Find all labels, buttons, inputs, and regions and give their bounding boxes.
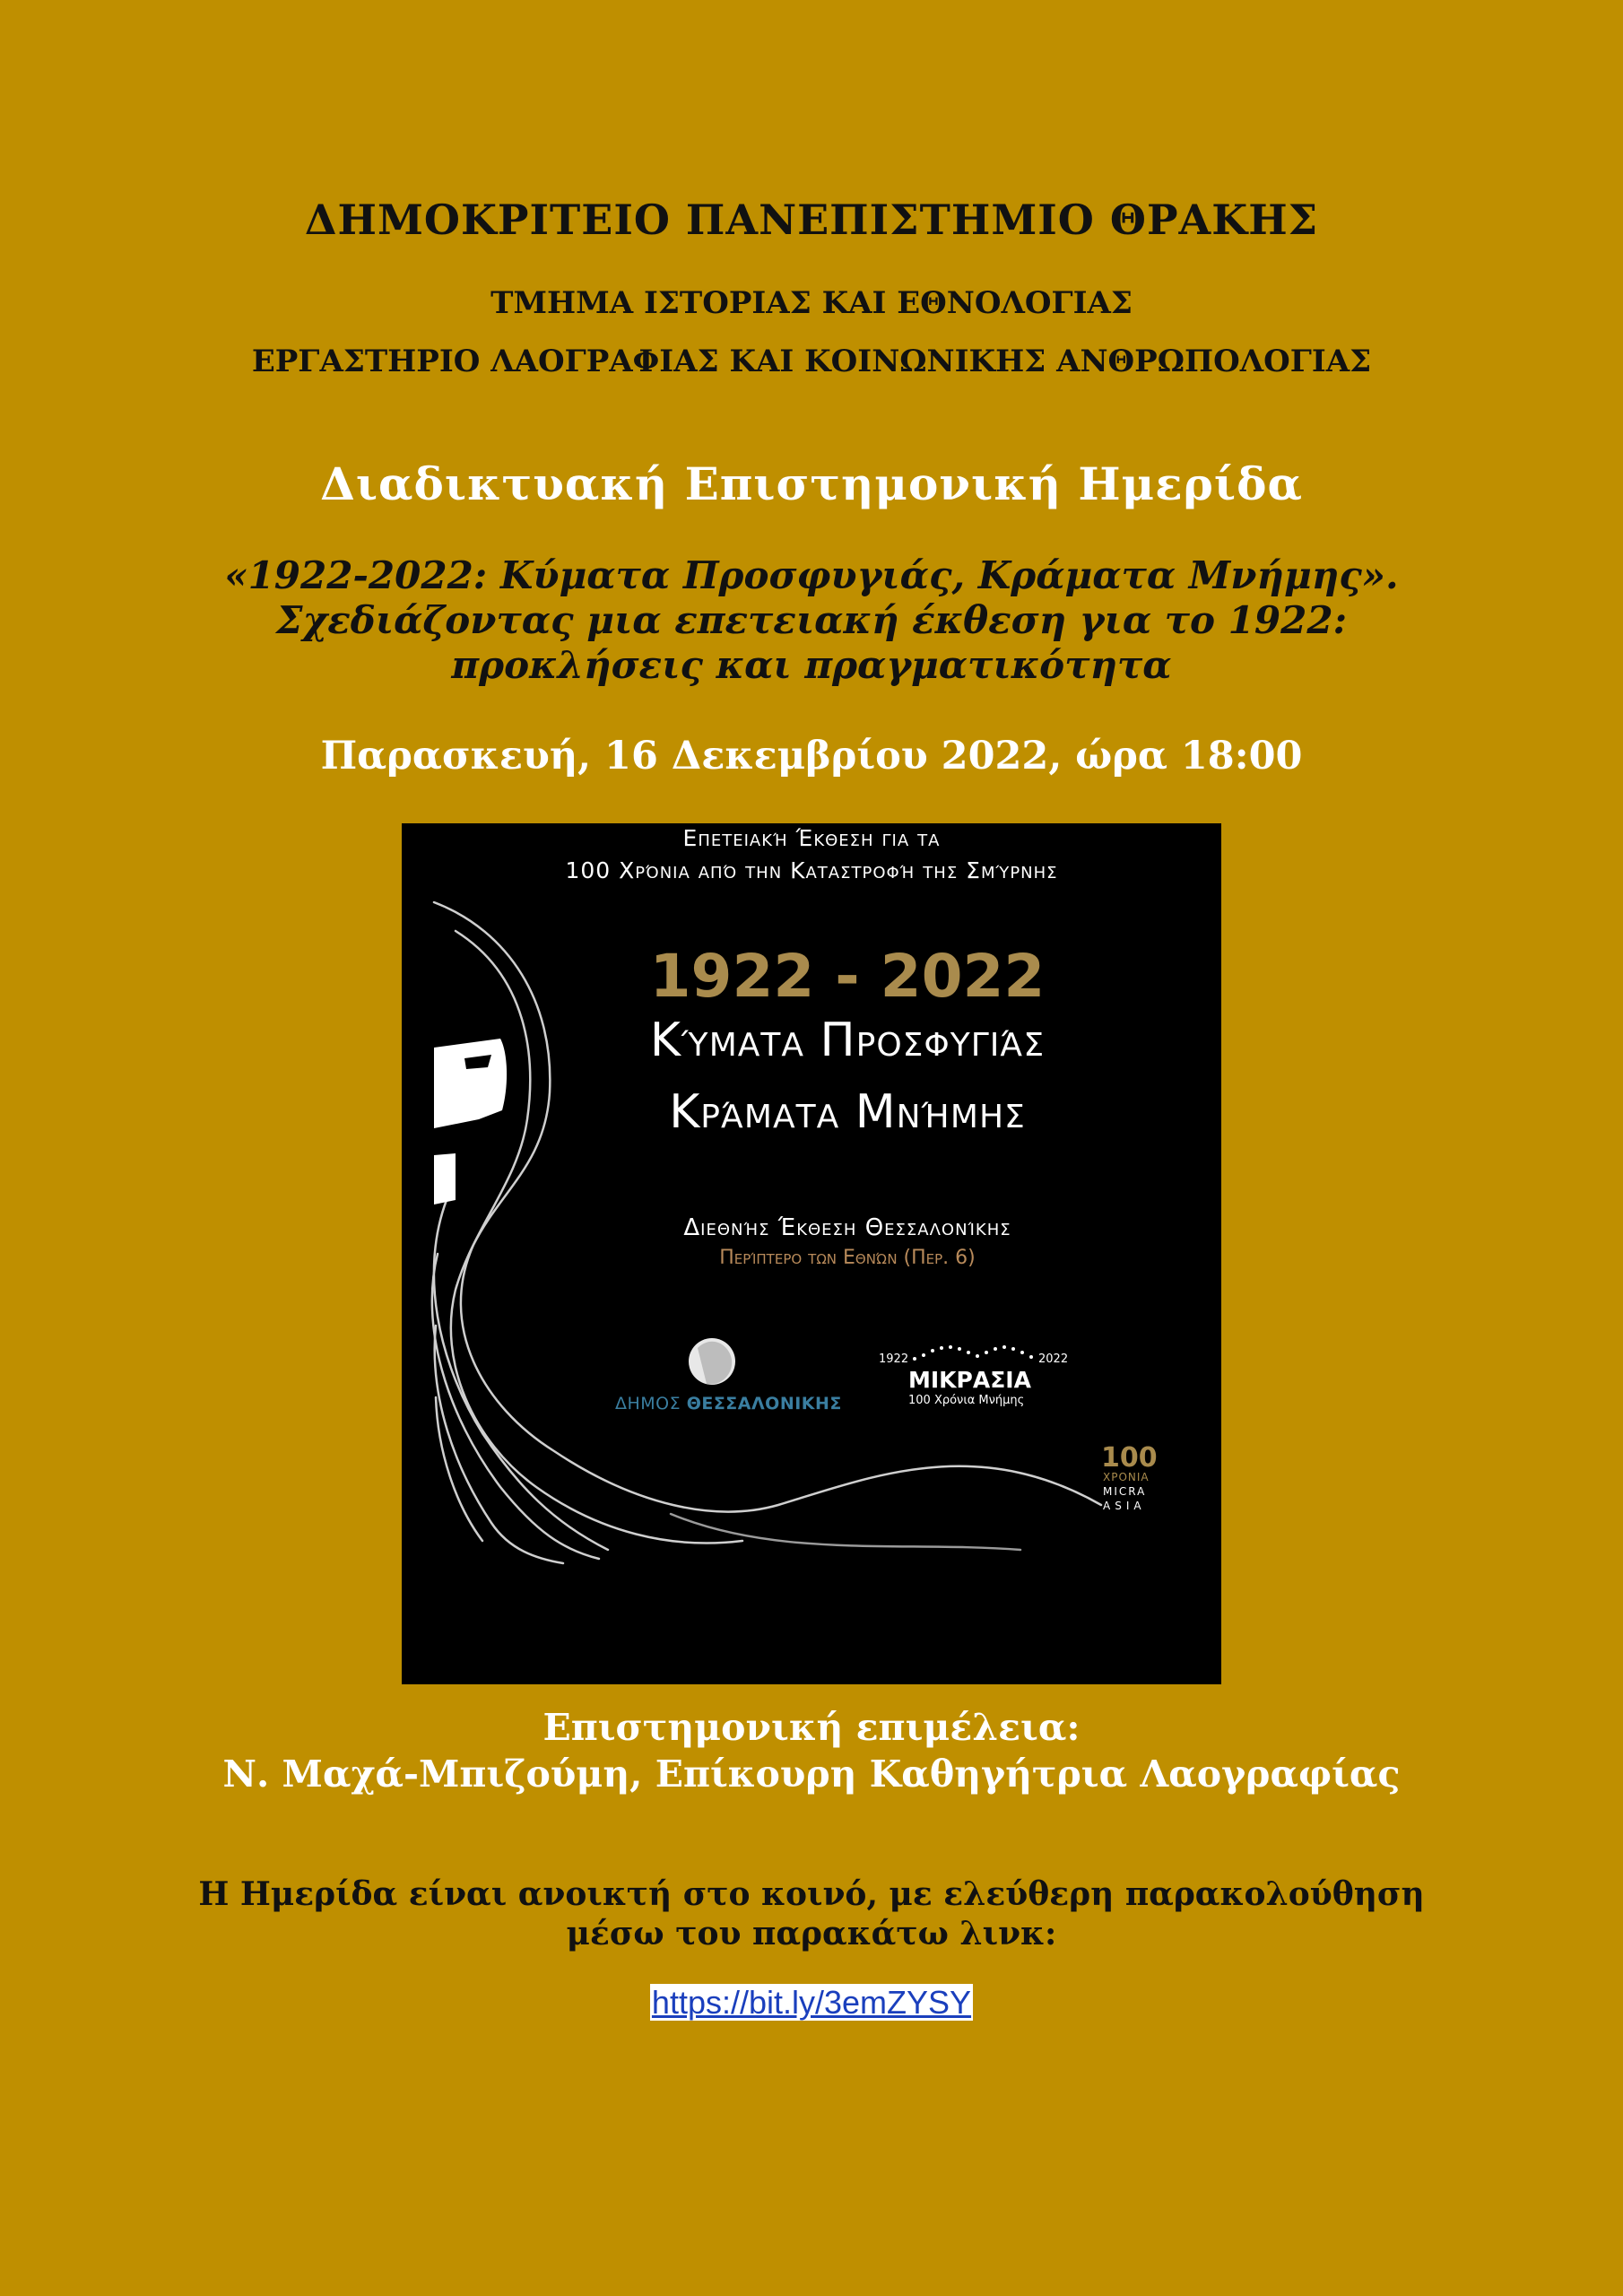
access-line2: μέσω του παρακάτω λινκ: xyxy=(566,1915,1057,1952)
curation xyxy=(0,1704,1623,1797)
exhibition-poster xyxy=(402,823,1221,1684)
poster-venue: Διεθνής Έκθεση Θεσσαλονίκης xyxy=(683,1214,1011,1241)
event-type: Διαδικτυακή Επιστημονική Ημερίδα xyxy=(320,457,1303,510)
poster-pavilion: Περίπτερο των Εθνών (Περ. 6) xyxy=(719,1247,976,1269)
event-link[interactable]: https://bit.ly/3emZYSY xyxy=(651,1984,972,2021)
poster-subtitle-line1: Επετειακή Έκθεση για τα xyxy=(682,825,941,851)
micra-asia-logo-micra: MICRA xyxy=(1103,1485,1147,1498)
mikrasia-year-start: 1922 xyxy=(879,1352,909,1366)
mikrasia-wave-icon xyxy=(913,1345,1033,1361)
lab-name: ΕΡΓΑΣΤΗΡΙΟ ΛΑΟΓΡΑΦΙΑΣ ΚΑΙ ΚΟΙΝΩΝΙΚΗΣ ΑΝΘΡΩΠΟΛΟΓΙΑΣ xyxy=(251,344,1372,379)
micra-asia-logo-asia: ASIA xyxy=(1103,1500,1146,1512)
poster-subtitle-line2: 100 Χρόνια από την Καταστροφή της Σμύρνης xyxy=(565,857,1058,883)
mikrasia-logo-subtitle: 100 Χρόνια Μνήμης xyxy=(908,1394,1025,1407)
dimos-logo-name: ΘΕΣΣΑΛΟΝΙΚΗΣ xyxy=(686,1394,842,1413)
link-wrapper xyxy=(0,1984,1623,2022)
poster-years: 1922 - 2022 xyxy=(649,942,1046,1011)
poster-heading-line2: Κράματα Μνήμης xyxy=(669,1085,1026,1139)
curation-person: Ν. Μαχά-Μπιζούμη, Επίκουρη Καθηγήτρια Λαογραφίας xyxy=(222,1752,1401,1796)
poster-curve xyxy=(432,1254,599,1559)
event-date: Παρασκευή, 16 Δεκεμβρίου 2022, ώρα 18:00 xyxy=(320,734,1303,778)
access-text xyxy=(0,1874,1623,1953)
poster-curve xyxy=(671,1514,1020,1550)
poster-heading-line1: Κύματα Προσφυγιάς xyxy=(649,1013,1046,1067)
event-title xyxy=(0,553,1623,688)
mikrasia-year-end: 2022 xyxy=(1038,1352,1069,1366)
university-name: ΔΗΜΟΚΡΙΤΕΙΟ ΠΑΝΕΠΙΣΤΗΜΙΟ ΘΡΑΚΗΣ xyxy=(304,196,1319,244)
event-title-line: προκλήσεις και πραγματικότητα xyxy=(451,643,1172,687)
mikrasia-logo: ΜΙΚΡΑΣΙΑ xyxy=(908,1367,1031,1393)
dimos-thessalonikis-logo xyxy=(615,1394,842,1413)
event-title-line: Σχεδιάζοντας μια επετειακή έκθεση για το 1922: xyxy=(275,598,1348,642)
dimos-head-logo-icon xyxy=(689,1338,735,1385)
micra-asia-logo-xronia: ΧΡΟΝΙΑ xyxy=(1103,1471,1150,1483)
micra-asia-logo-number: 100 xyxy=(1101,1442,1158,1474)
curation-label: Επιστημονική επιμέλεια: xyxy=(542,1706,1081,1749)
access-line1: Η Ημερίδα είναι ανοικτή στο κοινό, με ελεύθερη παρακολούθηση xyxy=(198,1875,1425,1913)
dimos-logo-prefix: ΔΗΜΟΣ xyxy=(615,1394,681,1413)
department-name: ΤΜΗΜΑ ΙΣΤΟΡΙΑΣ ΚΑΙ ΕΘΝΟΛΟΓΙΑΣ xyxy=(490,285,1133,321)
event-title-line: «1922-2022: Κύματα Προσφυγιάς, Κράματα Μνήμης». xyxy=(224,553,1399,597)
